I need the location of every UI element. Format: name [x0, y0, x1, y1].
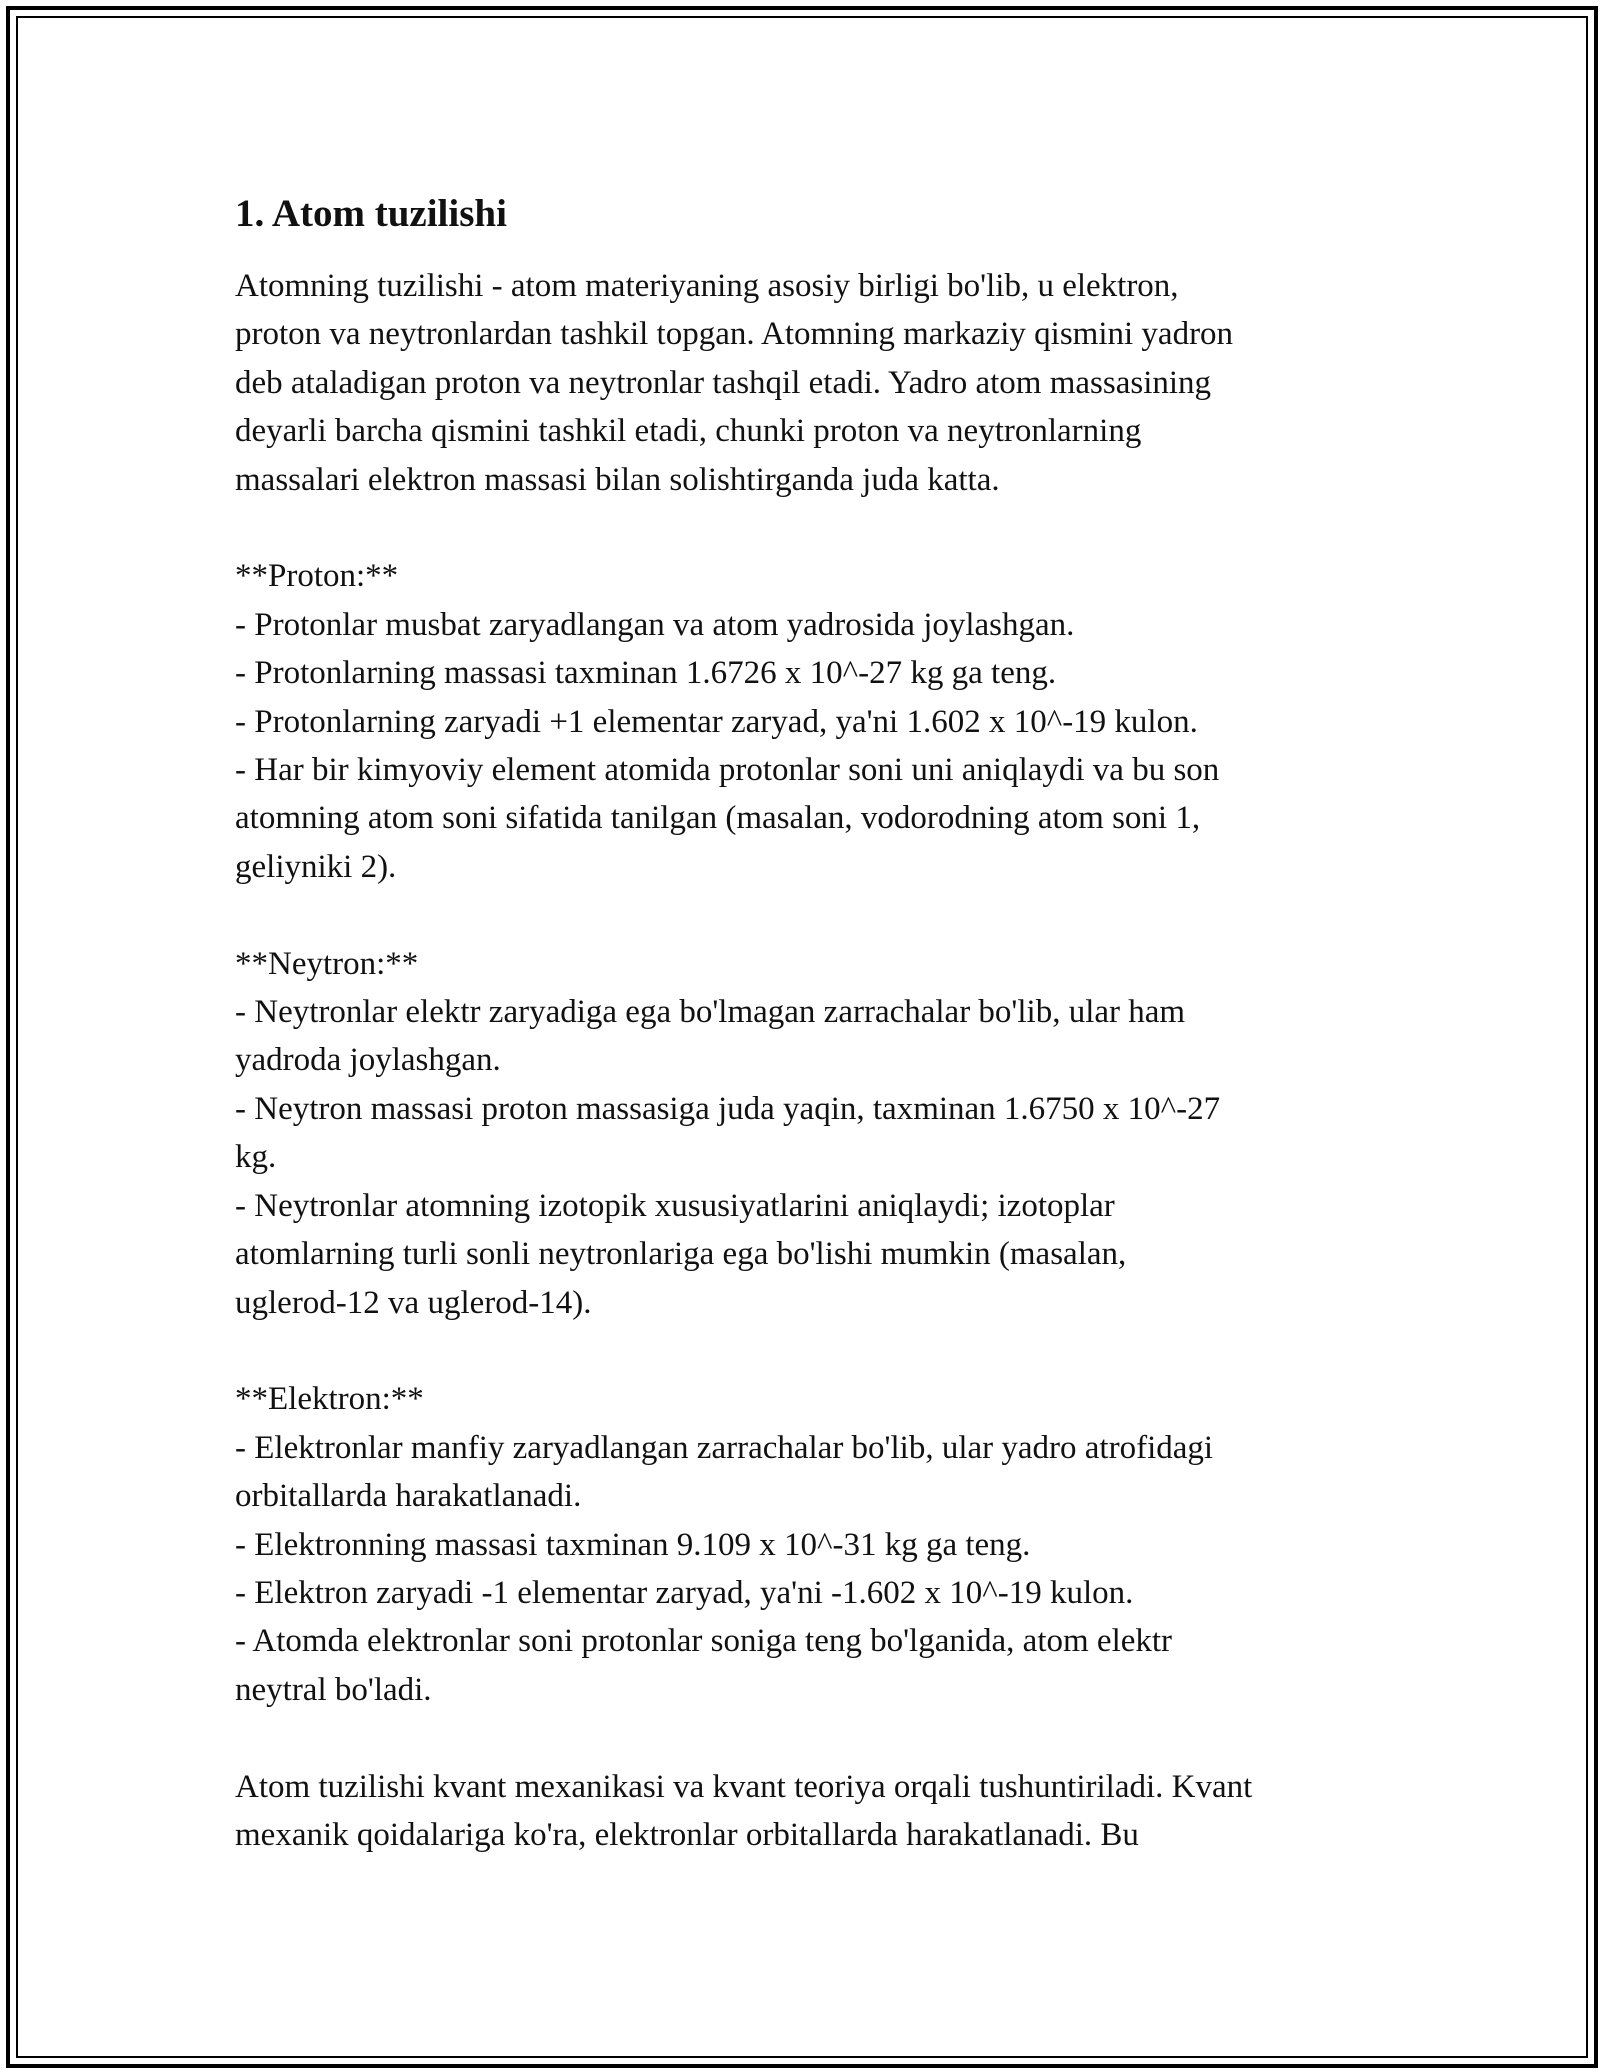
text-line: yadroda joylashgan.: [235, 1042, 501, 1079]
text-line: atomlarning turli sonli neytronlariga ega bo'lishi mumkin (masalan,: [235, 1236, 1127, 1273]
proton-title: **Proton:**: [235, 558, 399, 595]
section-heading: 1. Atom tuzilishi: [235, 192, 507, 235]
elektron-section: [235, 1375, 1385, 1714]
paragraph-gap: [235, 1714, 1385, 1762]
text-line: orbitallarda harakatlanadi.: [235, 1478, 582, 1515]
text-line: deb ataladigan proton va neytronlar tashqil etadi. Yadro atom massasining: [235, 364, 1212, 401]
text-line: - Neytronlar elektr zaryadiga ega bo'lmagan zarrachalar bo'lib, ular ham: [235, 994, 1186, 1031]
neytron-section: [235, 940, 1385, 1327]
text-line: - Atomda elektronlar soni protonlar soniga teng bo'lganida, atom elektr: [235, 1623, 1173, 1660]
text-line: - Elektronning massasi taxminan 9.109 x 10^-31 kg ga teng.: [235, 1526, 1031, 1563]
neytron-title: **Neytron:**: [235, 945, 419, 982]
elektron-title: **Elektron:**: [235, 1381, 424, 1418]
text-line: neytral bo'ladi.: [235, 1671, 432, 1708]
text-line: massalari elektron massasi bilan solishtirganda juda katta.: [235, 461, 1000, 498]
text-line: deyarli barcha qismini tashkil etadi, chunki proton va neytronlarning: [235, 413, 1142, 450]
text-line: atomning atom soni sifatida tanilgan (masalan, vodorodning atom soni 1,: [235, 800, 1201, 837]
text-line: proton va neytronlardan tashkil topgan. Atomning markaziy qismini yadron: [235, 316, 1234, 353]
text-line: - Neytronlar atomning izotopik xususiyatlarini aniqlaydi; izotoplar: [235, 1187, 1115, 1224]
text-line: Atom tuzilishi kvant mexanikasi va kvant teoriya orqali tushuntiriladi. Kvant: [235, 1768, 1253, 1805]
proton-section: [235, 552, 1385, 891]
text-line: - Neytron massasi proton massasiga juda yaqin, taxminan 1.6750 x 10^-27: [235, 1090, 1221, 1127]
paragraph-gap: [235, 1327, 1385, 1375]
text-line: kg.: [235, 1139, 277, 1176]
closing-paragraph: [235, 1763, 1385, 1860]
text-line: - Protonlarning massasi taxminan 1.6726 x 10^-27 kg ga teng.: [235, 655, 1057, 692]
text-line: uglerod-12 va uglerod-14).: [235, 1284, 592, 1321]
paragraph-gap: [235, 504, 1385, 552]
text-line: - Protonlarning zaryadi +1 elementar zaryad, ya'ni 1.602 x 10^-19 kulon.: [235, 703, 1198, 740]
text-line: - Har bir kimyoviy element atomida protonlar soni uni aniqlaydi va bu son: [235, 752, 1220, 789]
text-line: mexanik qoidalariga ko'ra, elektronlar orbitallarda harakatlanadi. Bu: [235, 1816, 1139, 1853]
text-line: - Elektron zaryadi -1 elementar zaryad, ya'ni -1.602 x 10^-19 kulon.: [235, 1574, 1134, 1611]
document-body: [235, 188, 1385, 1859]
text-line: - Elektronlar manfiy zaryadlangan zarrachalar bo'lib, ular yadro atrofidagi: [235, 1429, 1214, 1466]
text-line: geliyniki 2).: [235, 848, 397, 885]
text-line: Atomning tuzilishi - atom materiyaning asosiy birligi bo'lib, u elektron,: [235, 268, 1179, 304]
intro-paragraph: [235, 262, 1385, 504]
paragraph-gap: [235, 891, 1385, 939]
text-line: - Protonlar musbat zaryadlangan va atom yadrosida joylashgan.: [235, 606, 1075, 643]
